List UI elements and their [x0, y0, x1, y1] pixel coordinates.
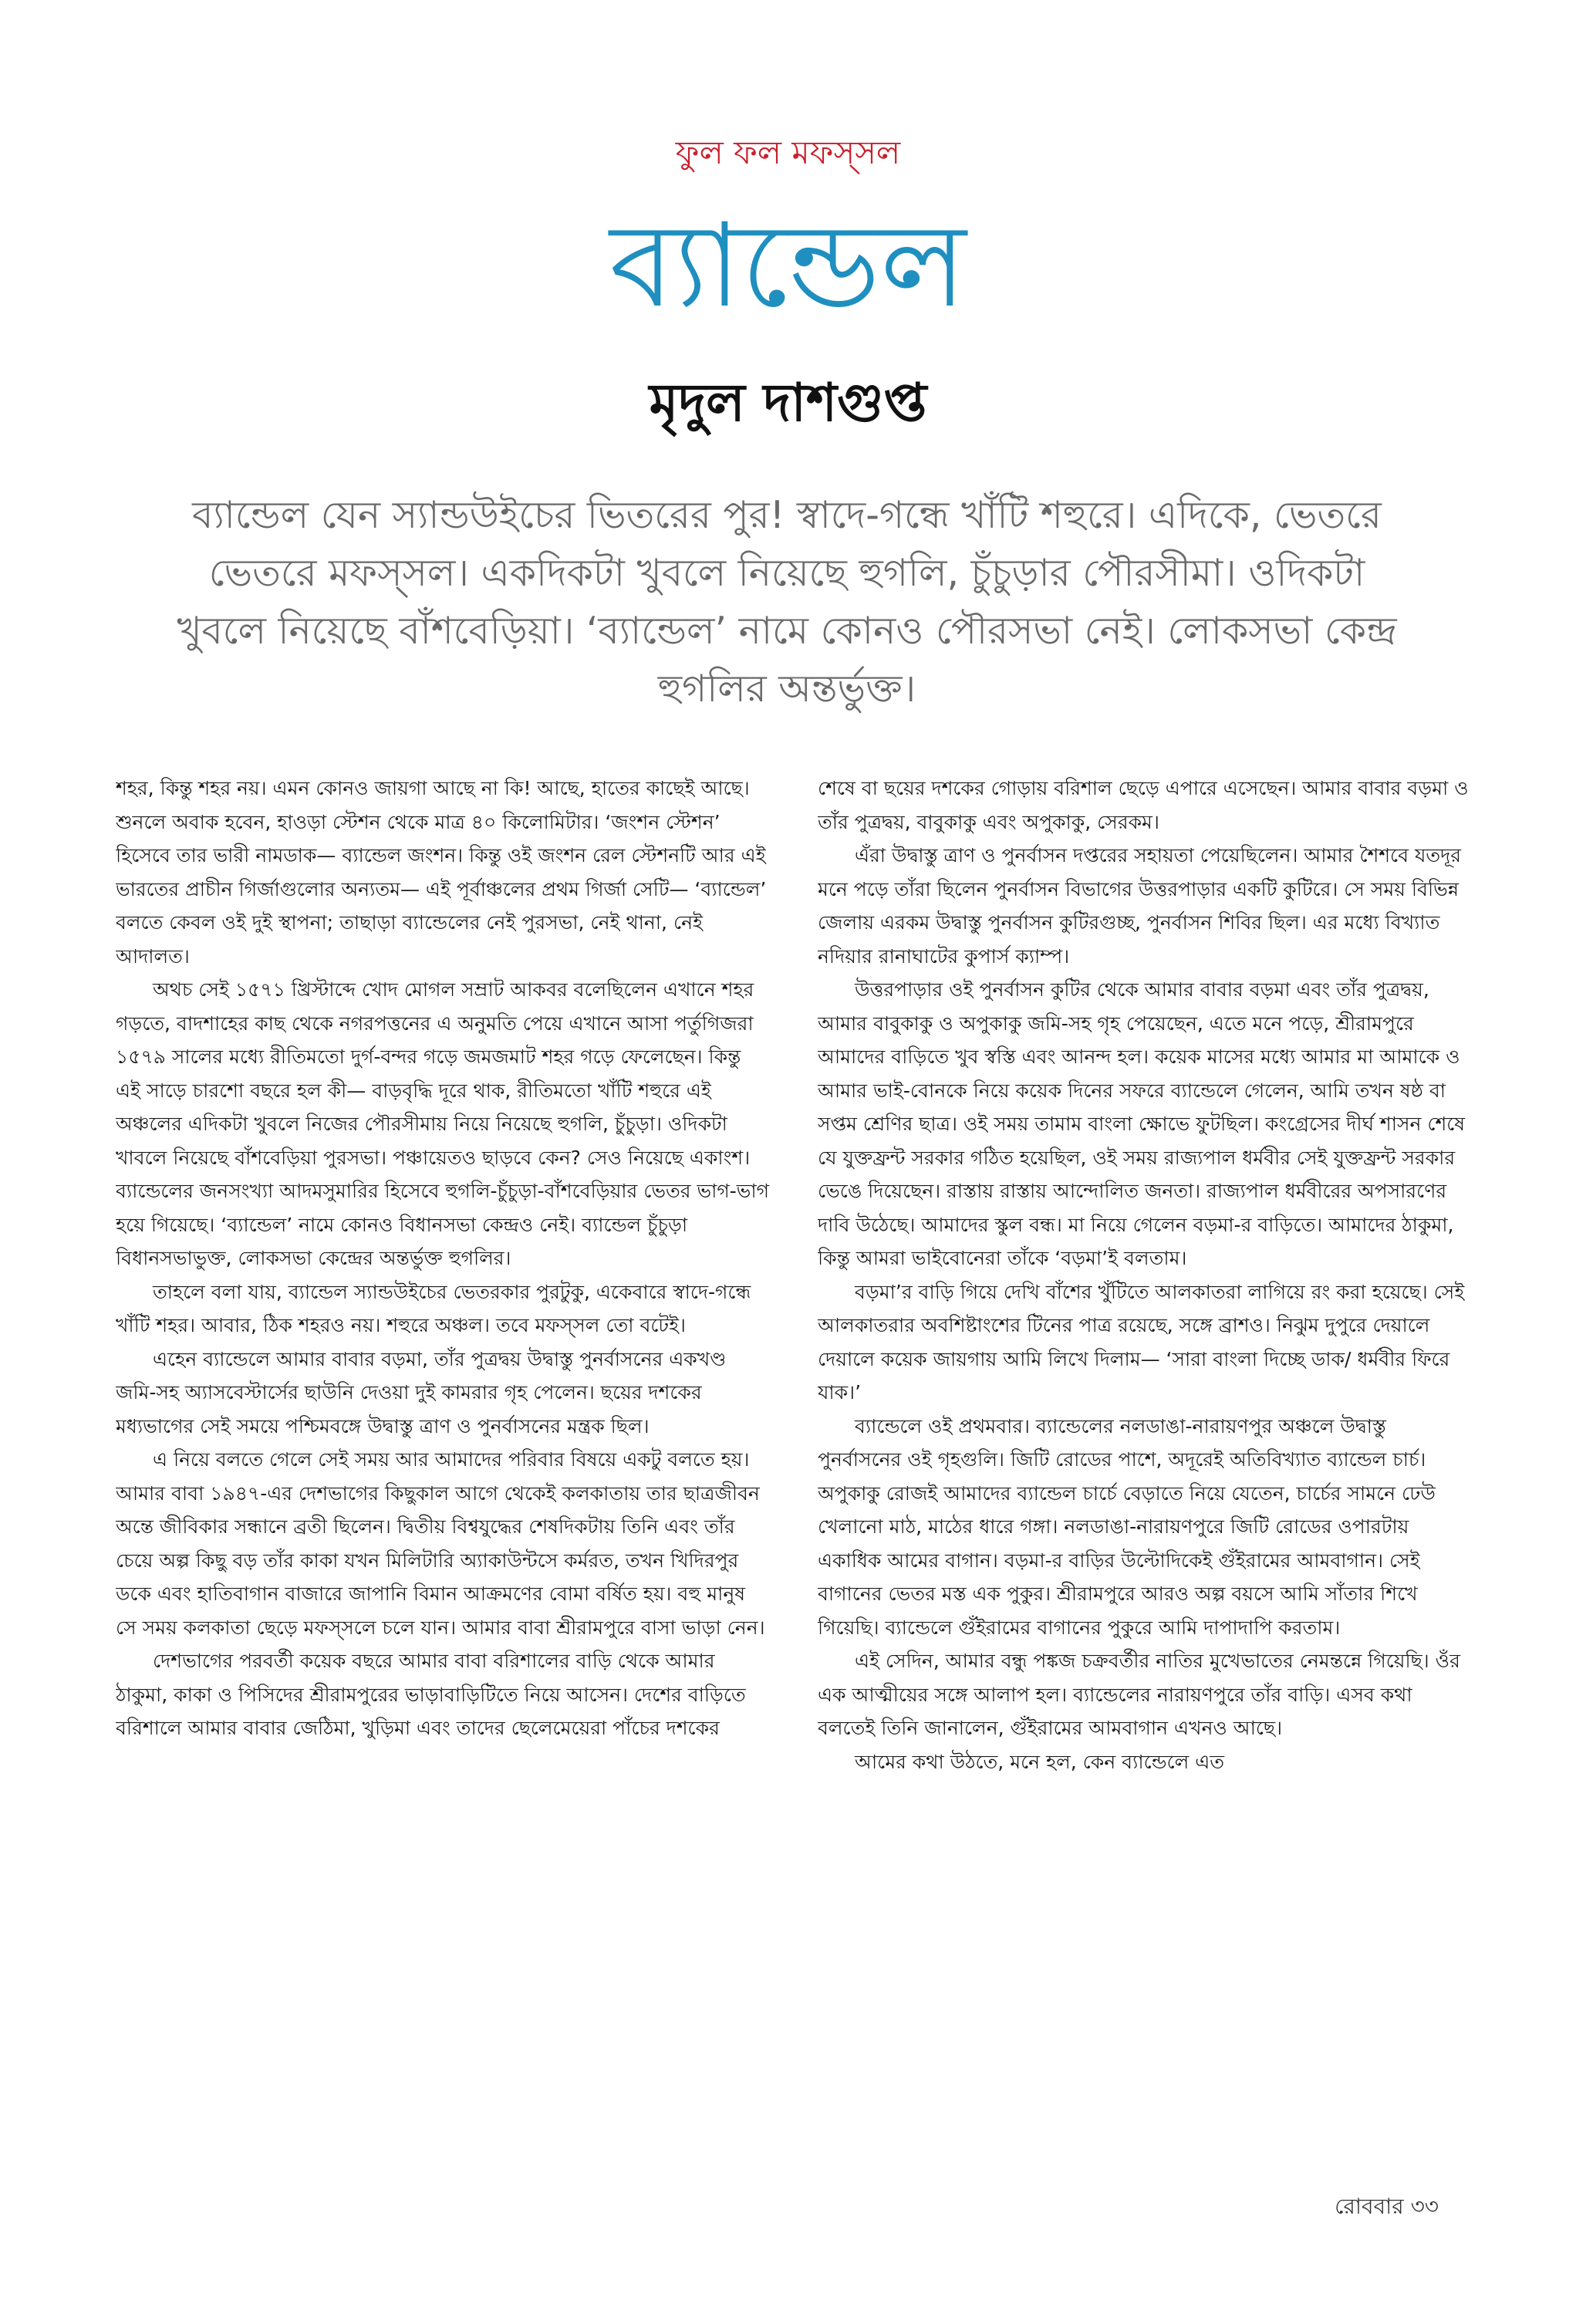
paragraph: আমের কথা উঠতে, মনে হল, কেন ব্যান্ডেলে এত: [855, 1750, 1224, 1773]
column-left: [116, 772, 771, 2160]
intro-standfirst: ব্যান্ডেল যেন স্যান্ডউইচের ভিতরের পুর! স্বাদে-গন্ধে খাঁটি শহুরে। এদিকে, ভেতরে ভেতরে মফস্‌সল। একদিকটা খুবলে নিয়েছে হুগলি, চুঁচুড়ার পৌরসীমা। ওদিকটা খুবলে নিয়েছে বাঁশবেড়িয়া। ‘ব্যান্ডেল’ নামে কোনও পৌরসভা নেই। লোকসভা কেন্দ্র হুগলির অন্তর্ভুক্ত।: [177, 493, 1397, 711]
article-body: [116, 772, 1473, 2160]
paragraph: বড়মা’র বাড়ি গিয়ে দেখি বাঁশের খুঁটিতে আলকাতরা লাগিয়ে রং করা হয়েছে। সেই আলকাতরার অবশিষ্টাংশের টিনের পাত্র রয়েছে, সঙ্গে ব্রাশও। নিঝুম দুপুরে দেয়ালে দেয়ালে কয়েক জায়গায় আমি লিখে দিলাম— ‘সারা বাংলা দিচ্ছে ডাক/ ধর্মবীর ফিরে যাক।’: [818, 1280, 1465, 1404]
paragraph: শেষে বা ছয়ের দশকের গোড়ায় বরিশাল ছেড়ে এপারে এসেছেন। আমার বাবার বড়মা ও তাঁর পুত্রদ্বয়, বাবুকাকু এবং অপুকাকু, সেরকম।: [818, 777, 1469, 833]
page-footer: রোববার ৩৩: [1335, 2194, 1439, 2219]
paragraph: এহেন ব্যান্ডেলে আমার বাবার বড়মা, তাঁর পুত্রদ্বয় উদ্বাস্তু পুনর্বাসনের একখণ্ড জমি-সহ অ্যাসবেস্টার্সের ছাউনি দেওয়া দুই কামরার গৃহ পেলেন। ছয়ের দশকের মধ্যভাগের সেই সময়ে পশ্চিমবঙ্গে উদ্বাস্তু ত্রাণ ও পুনর্বাসনের মন্ত্রক ছিল।: [116, 1347, 727, 1437]
section-label: ফুল ফল মফস্‌সল: [675, 133, 901, 171]
article-title: ব্যান্ডেল: [609, 199, 967, 333]
author-byline: মৃদুল দাশগুপ্ত: [649, 373, 927, 434]
paragraph: এ নিয়ে বলতে গেলে সেই সময় আর আমাদের পরিবার বিষয়ে একটু বলতে হয়। আমার বাবা ১৯৪৭-এর দেশভাগের কিছুকাল আগে থেকেই কলকাতায় তার ছাত্রজীবন অন্তে জীবিকার সন্ধানে ব্রতী ছিলেন। দ্বিতীয় বিশ্বযুদ্ধের শেষদিকটায় তিনি এবং তাঁর চেয়ে অল্প কিছু বড় তাঁর কাকা যখন মিলিটারি অ্যাকাউন্টসে কর্মরত, তখন খিদিরপুর ডকে এবং হাতিবাগান বাজারে জাপানি বিমান আক্রমণের বোমা বর্ষিত হয়। বহু মানুষ সে সময় কলকাতা ছেড়ে মফস্‌সলে চলে যান। আমার বাবা শ্রীরামপুরে বাসা ভাড়া নেন।: [116, 1448, 765, 1639]
paragraph: তাহলে বলা যায়, ব্যান্ডেল স্যান্ডউইচের ভেতরকার পুরটুকু, একেবারে স্বাদে-গন্ধে খাঁটি শহর। আবার, ঠিক শহরও নয়। শহুরে অঞ্চল। তবে মফস্‌সল তো বটেই।: [116, 1280, 751, 1336]
paragraph: দেশভাগের পরবর্তী কয়েক বছরে আমার বাবা বরিশালের বাড়ি থেকে আমার ঠাকুমা, কাকা ও পিসিদের শ্রীরামপুরের ভাড়াবাড়িটিতে নিয়ে আসেন। দেশের বাড়িতে বরিশালে আমার বাবার জেঠিমা, খুড়িমা এবং তাদের ছেলেমেয়েরা পাঁচের দশকের: [116, 1650, 746, 1739]
paragraph: শহর, কিন্তু শহর নয়। এমন কোনও জায়গা আছে না কি! আছে, হাতের কাছেই আছে। শুনলে অবাক হবেন, হাওড়া স্টেশন থেকে মাত্র ৪০ কিলোমিটার। ‘জংশন স্টেশন’ হিসেবে তার ভারী নামডাক— ব্যান্ডেল জংশন। কিন্তু ওই জংশন রেল স্টেশনটি আর এই ভারতের প্রাচীন গির্জাগুলোর অন্যতম— এই পূর্বাঞ্চলের প্রথম গির্জা সেটি— ‘ব্যান্ডেল’ বলতে কেবল ওই দুই স্থাপনা; তাছাড়া ব্যান্ডেলের নেই পুরসভা, নেই থানা, নেই আদালত।: [116, 777, 767, 968]
paragraph: এঁরা উদ্বাস্তু ত্রাণ ও পুনর্বাসন দপ্তরের সহায়তা পেয়েছিলেন। আমার শৈশবে যতদূর মনে পড়ে তাঁরা ছিলেন পুনর্বাসন বিভাগের উত্তরপাড়ার একটি কুটিরে। সে সময় বিভিন্ন জেলায় এরকম উদ্বাস্তু পুনর্বাসন কুটিরগুচ্ছ, পুনর্বাসন শিবির ছিল। এর মধ্যে বিখ্যাত নদিয়ার রানাঘাটের কুপার্স ক্যাম্প।: [818, 844, 1462, 968]
paragraph: এই সেদিন, আমার বন্ধু পঙ্কজ চক্রবর্তীর নাতির মুখেভাতের নেমন্তন্নে গিয়েছি। ওঁর এক আত্মীয়ের সঙ্গে আলাপ হল। ব্যান্ডেলের নারায়ণপুরে তাঁর বাড়ি। এসব কথা বলতেই তিনি জানালেন, গুঁইরামের আমবাগান এখনও আছে।: [818, 1650, 1460, 1739]
paragraph: অথচ সেই ১৫৭১ খ্রিস্টাব্দে খোদ মোগল সম্রাট আকবর বলেছিলেন এখানে শহর গড়তে, বাদশাহের কাছ থেকে নগরপত্তনের এ অনুমতি পেয়ে এখানে আসা পর্তুগিজরা ১৫৭৯ সালের মধ্যে রীতিমতো দুর্গ-বন্দর গড়ে জমজমাট শহর গড়ে ফেলেছেন। কিন্তু এই সাড়ে চারশো বছরে হল কী— বাড়বৃদ্ধি দূরে থাক, রীতিমতো খাঁটি শহুরে এই অঞ্চলের এদিকটা খুবলে নিজের পৌরসীমায় নিয়ে নিয়েছে হুগলি, চুঁচুড়া। ওদিকটা খাবলে নিয়েছে বাঁশবেড়িয়া পুরসভা। পঞ্চায়েতও ছাড়বে কেন? সেও নিয়েছে একাংশ। ব্যান্ডেলের জনসংখ্যা আদমসুমারির হিসেবে হুগলি-চুঁচুড়া-বাঁশবেড়িয়ার ভেতর ভাগ-ভাগ হয়ে গিয়েছে। ‘ব্যান্ডেল’ নামে কোনও বিধানসভা কেন্দ্রও নেই। ব্যান্ডেল চুঁচুড়া বিধানসভাভুক্ত, লোকসভা কেন্দ্রের অন্তর্ভুক্ত হুগলির।: [116, 978, 770, 1269]
paragraph: উত্তরপাড়ার ওই পুনর্বাসন কুটির থেকে আমার বাবার বড়মা এবং তাঁর পুত্রদ্বয়, আমার বাবুকাকু ও অপুকাকু জমি-সহ গৃহ পেয়েছেন, এতে মনে পড়ে, শ্রীরামপুরে আমাদের বাড়িতে খুব স্বস্তি এবং আনন্দ হল। কয়েক মাসের মধ্যে আমার মা আমাকে ও আমার ভাই-বোনকে নিয়ে কয়েক দিনের সফরে ব্যান্ডেলে গেলেন, আমি তখন ষষ্ঠ বা সপ্তম শ্রেণির ছাত্র। ওই সময় তামাম বাংলা ক্ষোভে ফুটছিল। কংগ্রেসের দীর্ঘ শাসন শেষে যে যুক্তফ্রন্ট সরকার গঠিত হয়েছিল, ওই সময় রাজ্যপাল ধর্মবীর সেই যুক্তফ্রন্ট সরকার ভেঙে দিয়েছেন। রাস্তায় রাস্তায় আন্দোলিত জনতা। রাজ্যপাল ধর্মবীরের অপসারণের দাবি উঠেছে। আমাদের স্কুল বন্ধ। মা নিয়ে গেলেন বড়মা-র বাড়িতে। আমাদের ঠাকুমা, কিন্তু আমরা ভাইবোনেরা তাঁকে ‘বড়মা’ই বলতাম।: [818, 978, 1466, 1269]
paragraph: ব্যান্ডেলে ওই প্রথমবার। ব্যান্ডেলের নলডাঙা-নারায়ণপুর অঞ্চলে উদ্বাস্তু পুনর্বাসনের ওই গৃহগুলি। জিটি রোডের পাশে, অদূরেই অতিবিখ্যাত ব্যান্ডেল চার্চ। অপুকাকু রোজই আমাদের ব্যান্ডেল চার্চে বেড়াতে নিয়ে যেতেন, চার্চের সামনে ঢেউ খেলানো মাঠ, মাঠের ধারে গঙ্গা। নলডাঙা-নারায়ণপুরে জিটি রোডের ওপারটায় একাধিক আমের বাগান। বড়মা-র বাড়ির উল্টোদিকেই গুঁইরামের আমবাগান। সেই বাগানের ভেতর মস্ত এক পুকুর। শ্রীরামপুরে আরও অল্প বয়সে আমি সাঁতার শিখে গিয়েছি। ব্যান্ডেলে গুঁইরামের বাগানের পুকুরে আমি দাপাদাপি করতাম।: [818, 1414, 1436, 1639]
column-right: [818, 772, 1473, 2160]
